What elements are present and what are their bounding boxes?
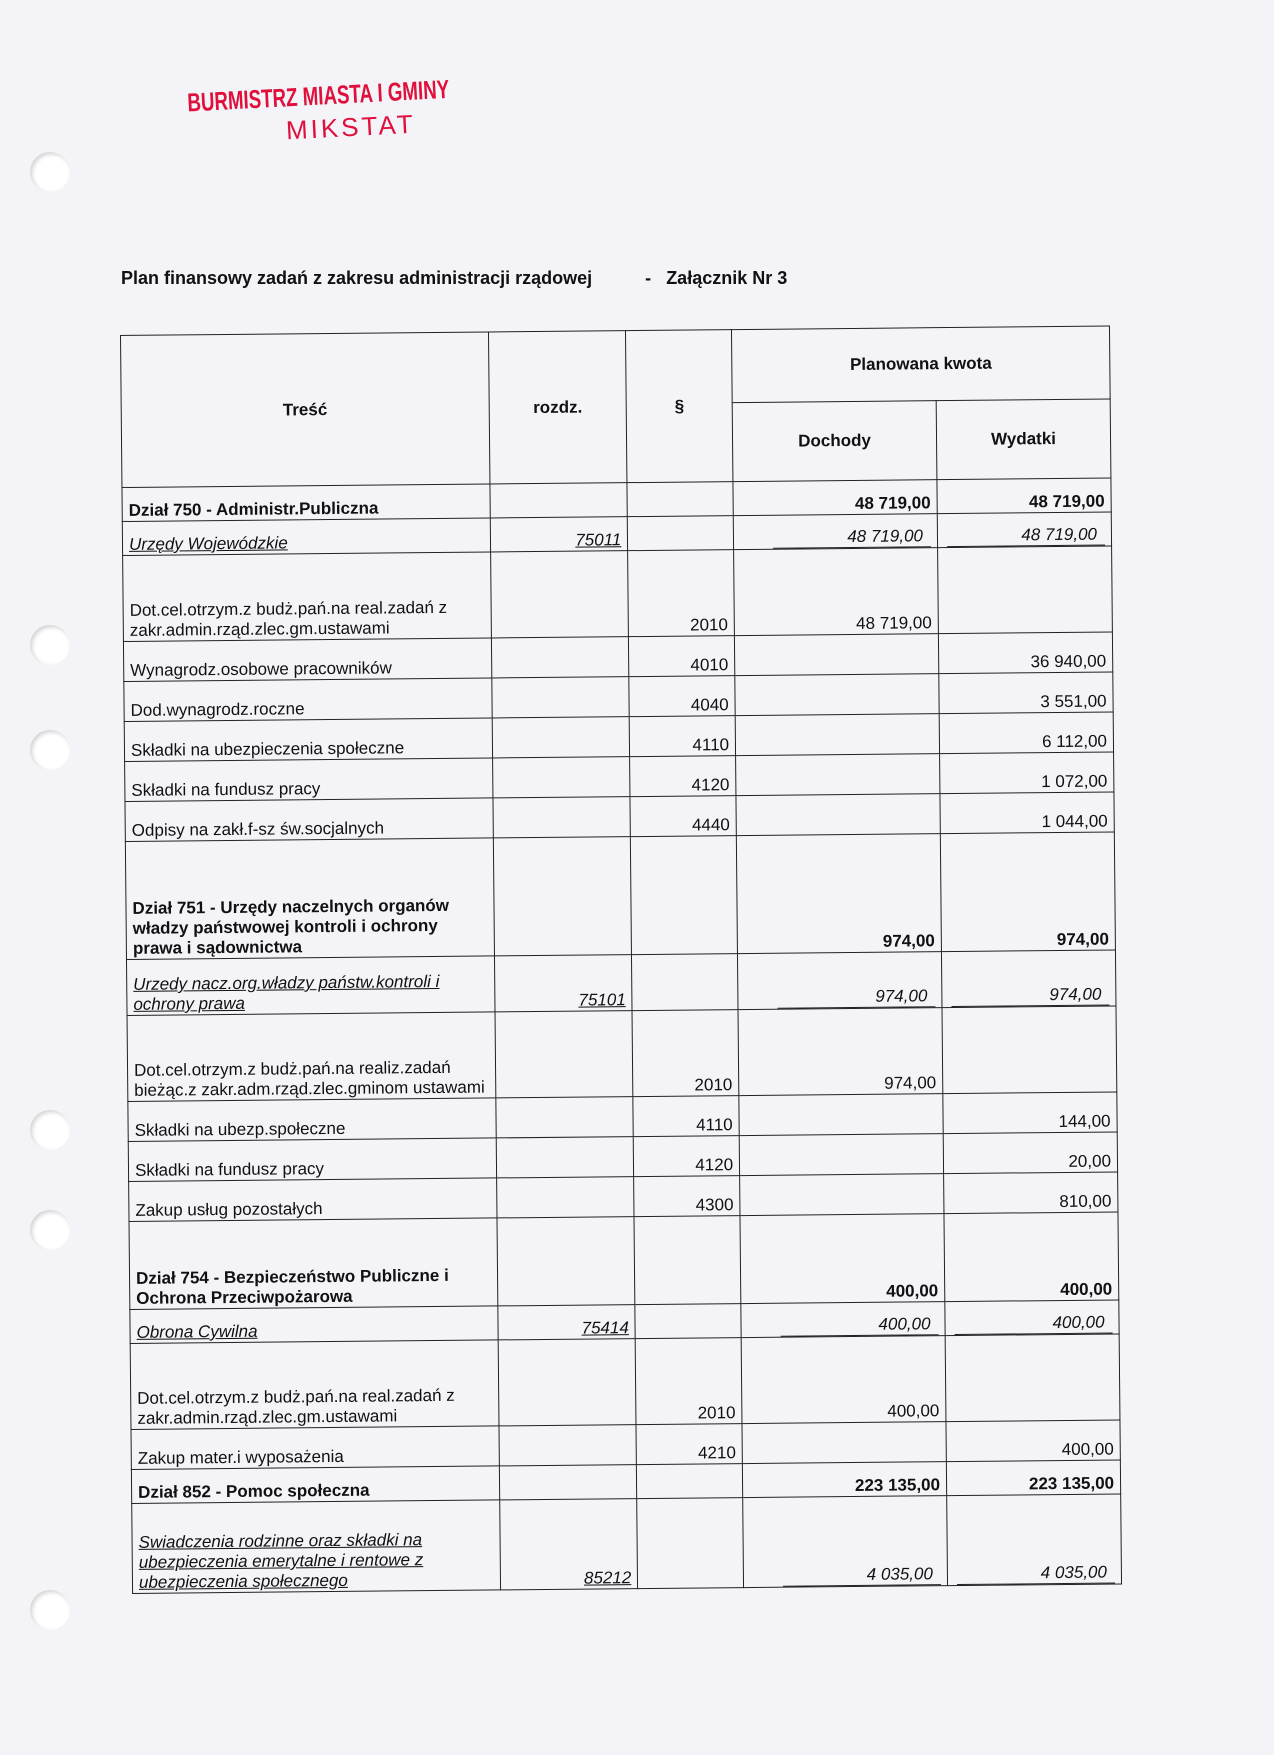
row-expense: 144,00 (943, 1092, 1117, 1134)
row-paragraph (634, 1216, 741, 1305)
table-row (126, 950, 1115, 1015)
row-chapter (490, 517, 628, 552)
attachment-label: Załącznik Nr 3 (666, 268, 788, 288)
row-description: Zakup mater.i wyposażenia (131, 1426, 499, 1470)
header-paragraph: § (626, 330, 733, 483)
punch-hole-5 (30, 1210, 70, 1250)
row-description: Wynagrodz.osobowe pracowników (123, 638, 491, 682)
title-separator: - (645, 268, 652, 288)
row-income (735, 674, 939, 716)
row-description: Dział 750 - Administr.Publiczna (122, 484, 490, 522)
row-paragraph (628, 516, 734, 551)
row-description: Zakup usług pozostałych (129, 1178, 497, 1222)
row-expense (942, 1006, 1117, 1094)
expense-value: 4 035,00 (957, 1563, 1115, 1586)
row-income (735, 714, 939, 756)
row-chapter (496, 1137, 634, 1178)
row-expense (945, 1334, 1120, 1422)
row-income: 400,00 (740, 1214, 945, 1304)
row-income: 48 719,00 (733, 480, 937, 516)
row-expense: 3 551,00 (939, 672, 1113, 714)
punch-hole-3 (30, 730, 70, 770)
row-chapter (499, 1465, 637, 1500)
row-income: 48 719,00 (734, 548, 939, 636)
income-value: 400,00 (780, 1314, 938, 1337)
table-row (129, 1212, 1119, 1309)
table-row (127, 1006, 1117, 1101)
row-expense: 1 044,00 (940, 792, 1114, 834)
punch-hole-2 (30, 625, 70, 665)
expense-value: 400,00 (954, 1313, 1112, 1336)
row-description: Składki na ubezpieczenia społeczne (124, 718, 492, 762)
row-description: Obrona Cywilna (130, 1306, 498, 1344)
row-paragraph: 4120 (630, 756, 736, 797)
financial-plan-table (120, 325, 1122, 1593)
row-chapter (497, 1305, 635, 1340)
row-chapter (493, 837, 632, 956)
row-description: Składki na ubezp.społeczne (128, 1098, 496, 1142)
row-description: Swiadczenia rodzinne oraz składki na ubezpieczenia emerytalne i rentowe z ubezpieczenia społecznego (132, 1500, 500, 1594)
row-description: Urzędy Wojewódzkie (122, 518, 490, 556)
row-paragraph (637, 1498, 744, 1589)
row-description: Dot.cel.otrzym.z budż.pań.na real.zadań z zakr.admin.rząd.zlec.gm.ustawami (130, 1340, 498, 1430)
header-income: Dochody (732, 401, 937, 482)
row-paragraph (635, 1304, 741, 1339)
row-expense: 20,00 (943, 1132, 1117, 1174)
row-paragraph: 4110 (633, 1096, 739, 1137)
row-chapter (492, 717, 630, 758)
header-planned-amount: Planowana kwota (732, 326, 1111, 403)
row-chapter (499, 1499, 638, 1590)
row-income (733, 514, 937, 550)
row-income: 400,00 (741, 1336, 946, 1424)
header-expenses: Wydatki (936, 399, 1111, 480)
row-paragraph: 4210 (636, 1424, 742, 1465)
punch-hole-6 (30, 1590, 70, 1630)
row-income (743, 1496, 948, 1588)
row-paragraph (637, 1464, 743, 1499)
income-value: 974,00 (777, 986, 935, 1009)
row-chapter (492, 757, 630, 798)
row-description: Dział 751 - Urzędy naczelnych organów władzy państwowej kontroli i ochrony prawa i sądownictwa (125, 838, 494, 960)
row-chapter (499, 1425, 637, 1466)
stamp-line-1: BURMISTRZ MIASTA I GMINY (186, 73, 450, 118)
row-expense: 6 112,00 (939, 712, 1113, 754)
income-value: 48 719,00 (773, 526, 931, 549)
income-value: 4 035,00 (783, 1564, 941, 1587)
header-content: Treść (121, 332, 490, 488)
expense-value: 974,00 (951, 985, 1109, 1008)
punch-hole-4 (30, 1110, 70, 1150)
row-expense: 400,00 (946, 1420, 1120, 1462)
table-row (123, 546, 1113, 641)
row-expense (937, 512, 1111, 548)
row-description: Odpisy na zakł.f-sz św.socjalnych (125, 798, 493, 842)
official-stamp (187, 69, 554, 152)
row-chapter (490, 483, 628, 518)
row-expense: 400,00 (944, 1212, 1119, 1302)
row-chapter (497, 1217, 636, 1306)
row-paragraph: 2010 (632, 1010, 739, 1097)
table-row (130, 1334, 1120, 1429)
row-expense (941, 950, 1116, 1008)
row-income (740, 1174, 944, 1216)
row-paragraph (631, 836, 738, 955)
row-chapter (490, 551, 629, 638)
row-chapter (491, 637, 629, 678)
row-expense: 1 072,00 (940, 752, 1114, 794)
row-description: Dot.cel.otrzym.z budż.pań.na realiz.zadań bieżąc.z zakr.adm.rząd.zlec.gminom ustawami (127, 1012, 495, 1102)
row-paragraph (627, 482, 733, 517)
stamp-line-2: MIKSTAT (285, 108, 417, 146)
row-expense (938, 546, 1113, 634)
row-paragraph: 4040 (629, 676, 735, 717)
row-description: Składki na fundusz pracy (125, 758, 493, 802)
row-income (736, 794, 940, 836)
row-chapter (495, 1097, 633, 1138)
punch-hole-1 (30, 152, 70, 192)
row-description: Dot.cel.otrzym.z budż.pań.na real.zadań z zakr.admin.rząd.zlec.gm.ustawami (123, 552, 491, 642)
row-income: 974,00 (738, 1008, 943, 1096)
chapter-code: 75101 (578, 990, 626, 1010)
row-chapter (491, 677, 629, 718)
row-paragraph: 4120 (634, 1136, 740, 1177)
row-expense (945, 1300, 1119, 1336)
row-description: Składki na fundusz pracy (128, 1138, 496, 1182)
row-income: 974,00 (736, 834, 941, 954)
row-chapter (498, 1339, 637, 1426)
chapter-code: 75414 (581, 1318, 629, 1338)
row-chapter (495, 1011, 634, 1098)
header-chapter: rozdz. (488, 331, 627, 484)
row-expense (947, 1494, 1122, 1586)
row-description: Dod.wynagrodz.roczne (124, 678, 492, 722)
row-paragraph: 2010 (635, 1338, 742, 1425)
row-income (736, 754, 940, 796)
row-income (739, 1094, 943, 1136)
expense-value: 48 719,00 (947, 525, 1105, 548)
row-income (739, 1134, 943, 1176)
title-text: Plan finansowy zadań z zakresu administracji rządowej (121, 268, 593, 288)
row-expense: 48 719,00 (937, 478, 1111, 514)
row-income (742, 1422, 946, 1464)
row-description: Urzedy nacz.org.władzy państw.kontroli i ochrony prawa (126, 956, 494, 1016)
row-paragraph: 4300 (634, 1176, 740, 1217)
row-paragraph: 4010 (629, 636, 735, 677)
chapter-code: 85212 (583, 1568, 632, 1588)
row-description: Dział 852 - Pomoc społeczna (131, 1466, 499, 1504)
row-chapter (496, 1177, 634, 1218)
row-description: Dział 754 - Bezpieczeństwo Publiczne i Ochrona Przeciwpożarowa (129, 1218, 497, 1310)
row-paragraph (632, 954, 738, 1011)
row-income (741, 1302, 945, 1338)
row-paragraph: 4440 (630, 796, 736, 837)
row-chapter (493, 797, 631, 838)
chapter-code: 75011 (575, 530, 622, 550)
table-row (125, 832, 1115, 959)
row-paragraph: 4110 (630, 716, 736, 757)
row-paragraph: 2010 (628, 550, 735, 637)
row-expense: 974,00 (940, 832, 1115, 952)
document-title (121, 268, 787, 289)
row-expense: 223 135,00 (946, 1460, 1120, 1496)
row-expense: 810,00 (944, 1172, 1118, 1214)
row-income (738, 952, 942, 1010)
row-income: 223 135,00 (742, 1462, 946, 1498)
table-row (132, 1494, 1122, 1593)
row-expense: 36 940,00 (938, 632, 1112, 674)
row-income (735, 634, 939, 676)
row-chapter (494, 955, 632, 1012)
